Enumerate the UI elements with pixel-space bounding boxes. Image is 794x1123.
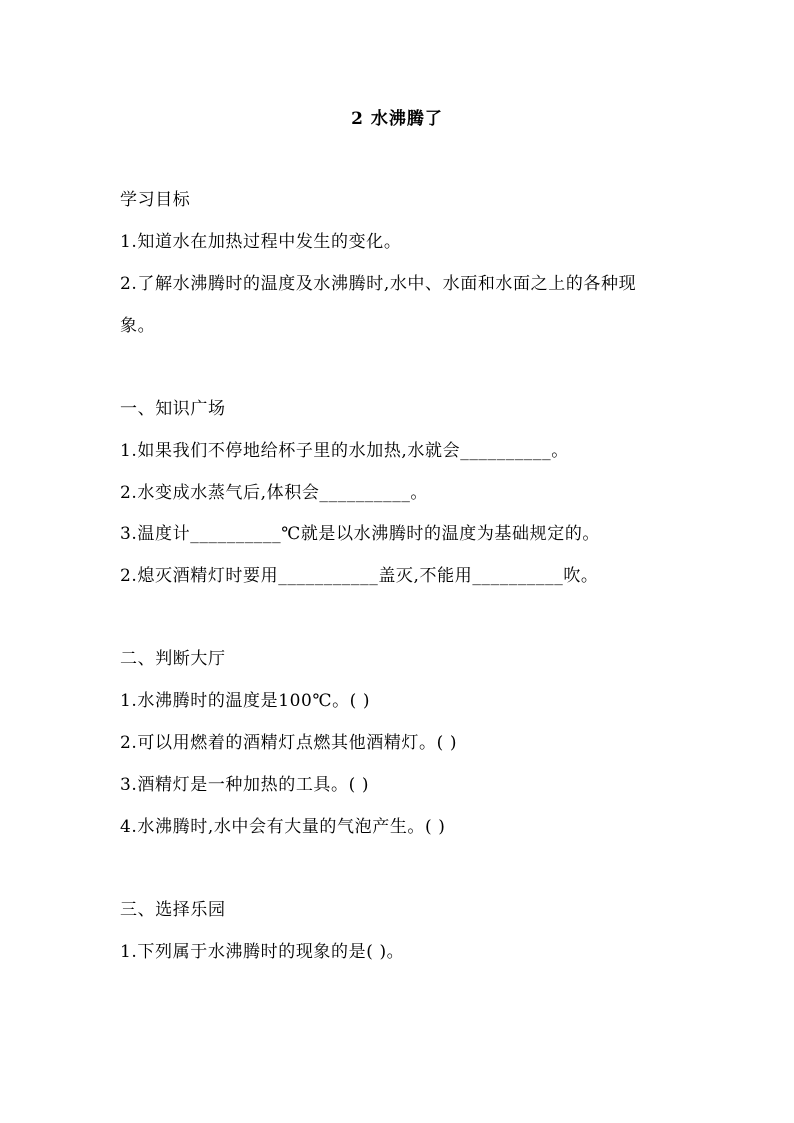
section1-item-1: 1.如果我们不停地给杯子里的水加热,水就会__________。 (120, 441, 569, 461)
section2-item-3: 3.酒精灯是一种加热的工具。( ) (120, 775, 370, 795)
objective-item-2-continued: 象。 (120, 316, 156, 336)
section2-item-1: 1.水沸腾时的温度是100℃。( ) (120, 691, 371, 711)
section2-item-2: 2.可以用燃着的酒精灯点燃其他酒精灯。( ) (120, 733, 458, 753)
section3-heading: 三、选择乐园 (120, 900, 226, 920)
objective-item-1: 1.知道水在加热过程中发生的变化。 (120, 232, 402, 252)
page-title: 2 水沸腾了 (351, 109, 443, 129)
section1-item-3: 3.温度计__________℃就是以水沸腾时的温度为基础规定的。 (120, 524, 601, 544)
section1-heading: 一、知识广场 (120, 399, 226, 419)
section2-heading: 二、判断大厅 (120, 649, 226, 669)
section1-item-4: 2.熄灭酒精灯时要用___________盖灭,不能用__________吹。 (120, 566, 599, 586)
section1-item-2: 2.水变成水蒸气后,体积会__________。 (120, 483, 429, 503)
section3-item-1: 1.下列属于水沸腾时的现象的是( )。 (120, 942, 405, 962)
section2-item-4: 4.水沸腾时,水中会有大量的气泡产生。( ) (120, 817, 446, 837)
objectives-heading: 学习目标 (120, 190, 191, 210)
objective-item-2: 2.了解水沸腾时的温度及水沸腾时,水中、水面和水面之上的各种现 (120, 274, 637, 294)
